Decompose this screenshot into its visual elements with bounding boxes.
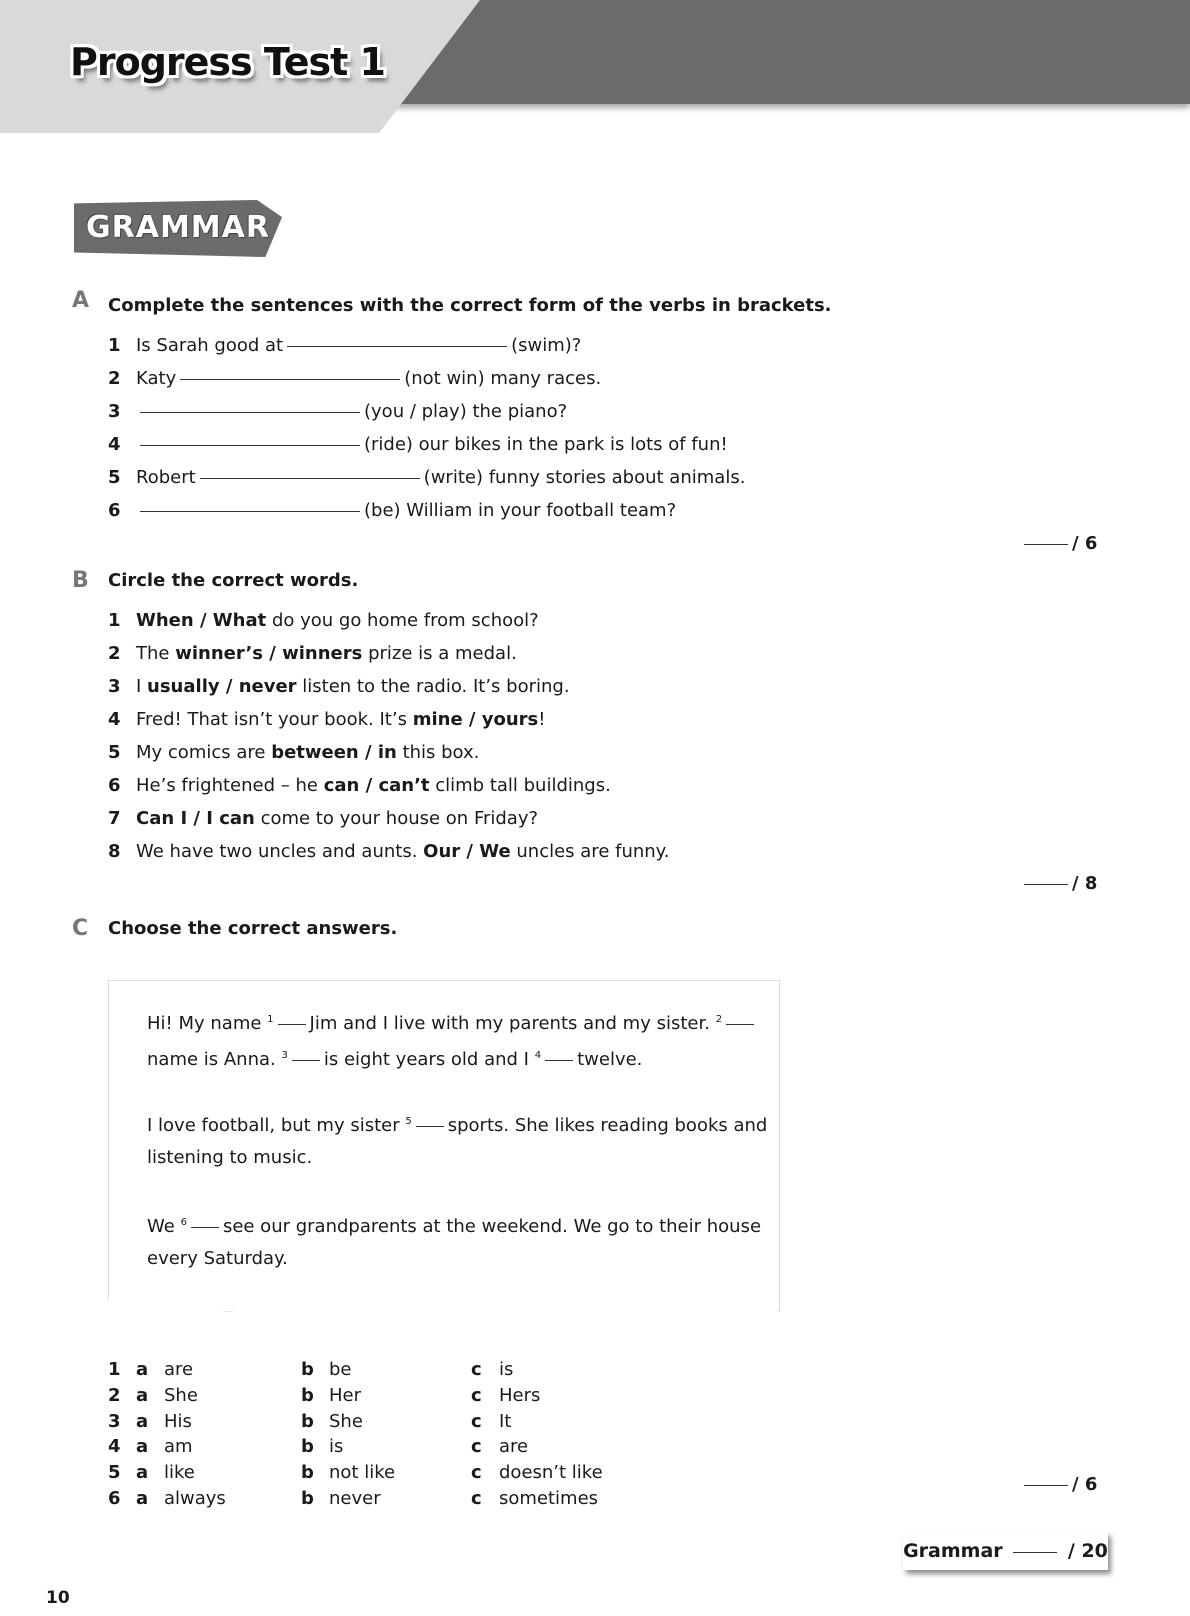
option-answer[interactable]: like xyxy=(164,1462,195,1484)
page-number: 10 xyxy=(46,1588,70,1608)
exercise-a-item: 3 (you / play) the piano? xyxy=(108,401,568,422)
answer-blank[interactable] xyxy=(200,477,420,479)
option-answer[interactable]: is xyxy=(329,1436,344,1458)
option-number: 3 xyxy=(108,1410,121,1432)
exercise-c-score: / 6 xyxy=(1020,1474,1097,1495)
exercise-b-item: 8 We have two uncles and aunts. Our / We uncles are funny. xyxy=(108,841,670,862)
option-answer[interactable]: is xyxy=(499,1359,514,1380)
option-letter: b xyxy=(301,1462,314,1484)
text-paragraph-1: Hi! My name $^1$ Jim and I live with my parents and my sister. $^2$ name is Anna. $^3$ is eight years old and I $^4$ twelve. xyxy=(147,1004,758,1076)
word-choice[interactable]: can / can’t xyxy=(323,775,430,796)
option-letter: c xyxy=(471,1359,482,1380)
grammar-total-box: Grammar / 20 xyxy=(903,1532,1108,1570)
option-number: 6 xyxy=(108,1488,121,1509)
option-answer[interactable]: She xyxy=(164,1384,198,1406)
option-letter: c xyxy=(471,1436,482,1458)
word-choice[interactable]: between / in xyxy=(271,742,397,763)
option-letter: b xyxy=(301,1436,314,1458)
exercise-b-item: 4 Fred! That isn’t your book. It’s mine / yours! xyxy=(108,709,546,730)
exercise-a-item: 4 (ride) our bikes in the park is lots of fun! xyxy=(108,434,728,455)
option-answer[interactable]: sometimes xyxy=(499,1488,599,1509)
exercise-a-item: 5 Robert (write) funny stories about animals. xyxy=(108,467,746,488)
answer-blank[interactable] xyxy=(140,444,360,446)
answer-blank[interactable] xyxy=(180,378,400,380)
answer-blank[interactable] xyxy=(140,411,360,413)
exercise-b-item: 3 I usually / never listen to the radio. It’s boring. xyxy=(108,676,570,697)
section-title: GRAMMAR xyxy=(86,210,270,245)
exercise-b-item: 1 When / What do you go home from school? xyxy=(108,610,539,631)
option-letter: c xyxy=(471,1462,482,1484)
option-letter: a xyxy=(136,1384,149,1406)
option-letter: b xyxy=(301,1384,314,1406)
exercise-b-item: 7 Can I / I can come to your house on Friday? xyxy=(108,808,539,829)
option-answer[interactable]: not like xyxy=(329,1462,396,1484)
page-title: Progress Test 1 xyxy=(70,40,385,84)
option-letter: c xyxy=(471,1410,482,1432)
option-answer[interactable]: His xyxy=(164,1410,192,1432)
option-answer[interactable]: always xyxy=(164,1488,226,1509)
option-number: 4 xyxy=(108,1436,121,1458)
option-letter: b xyxy=(301,1488,314,1509)
word-choice[interactable]: Can I / I can xyxy=(136,808,255,829)
option-answer[interactable]: be xyxy=(329,1359,352,1380)
word-choice[interactable]: mine / yours xyxy=(412,709,539,730)
option-answer[interactable]: Her xyxy=(329,1384,362,1406)
exercise-a-item: 6 (be) William in your football team? xyxy=(108,500,677,521)
exercise-a-item: 2 Katy (not win) many races. xyxy=(108,368,602,389)
exercise-c-instruction: Choose the correct answers. xyxy=(108,918,398,939)
option-letter: b xyxy=(301,1359,314,1380)
exercise-letter-c: C xyxy=(72,916,89,941)
word-choice[interactable]: Our / We xyxy=(423,841,511,862)
answer-blank[interactable] xyxy=(140,510,360,512)
option-letter: a xyxy=(136,1359,149,1380)
option-answer[interactable]: Hers xyxy=(499,1384,541,1406)
option-number: 1 xyxy=(108,1359,121,1380)
exercise-letter-a: A xyxy=(72,288,90,313)
option-letter: a xyxy=(136,1410,149,1432)
exercise-b-score: / 8 xyxy=(1020,873,1097,894)
option-letter: b xyxy=(301,1410,314,1432)
answer-blank[interactable] xyxy=(287,345,507,347)
option-answer[interactable]: She xyxy=(329,1410,363,1432)
option-letter: a xyxy=(136,1488,149,1509)
exercise-b-item: 2 The winner’s / winners prize is a medal. xyxy=(108,643,517,664)
option-answer[interactable]: It xyxy=(499,1410,512,1432)
word-choice[interactable]: When / What xyxy=(136,610,267,631)
word-choice[interactable]: winner’s / winners xyxy=(175,643,363,664)
option-answer[interactable]: doesn’t like xyxy=(499,1462,603,1484)
option-letter: a xyxy=(136,1436,149,1458)
exercise-a-item: 1 Is Sarah good at (swim)? xyxy=(108,335,582,356)
word-choice[interactable]: usually / never xyxy=(147,676,297,697)
option-number: 5 xyxy=(108,1462,121,1484)
exercise-b-item: 5 My comics are between / in this box. xyxy=(108,742,480,763)
option-answer[interactable]: never xyxy=(329,1488,381,1509)
option-answer[interactable]: am xyxy=(164,1436,193,1458)
exercise-a-score: / 6 xyxy=(1020,533,1097,554)
exercise-letter-b: B xyxy=(72,568,89,593)
text-paragraph-2: I love football, but my sister $^5$ sports. She likes reading books and listening to music. xyxy=(147,1115,768,1168)
option-answer[interactable]: are xyxy=(499,1436,529,1458)
exercise-b-item: 6 He’s frightened – he can / can’t climb tall buildings. xyxy=(108,775,611,796)
option-letter: c xyxy=(471,1488,482,1509)
option-number: 2 xyxy=(108,1384,121,1406)
exercise-b-instruction: Circle the correct words. xyxy=(108,570,359,591)
option-letter: a xyxy=(136,1462,149,1484)
option-letter: c xyxy=(471,1384,482,1406)
text-paragraph-3: We $^6$ see our grandparents at the weekend. We go to their house every Saturday. xyxy=(147,1216,762,1269)
exercise-a-instruction: Complete the sentences with the correct form of the verbs in brackets. xyxy=(108,295,832,316)
option-answer[interactable]: are xyxy=(164,1359,194,1380)
